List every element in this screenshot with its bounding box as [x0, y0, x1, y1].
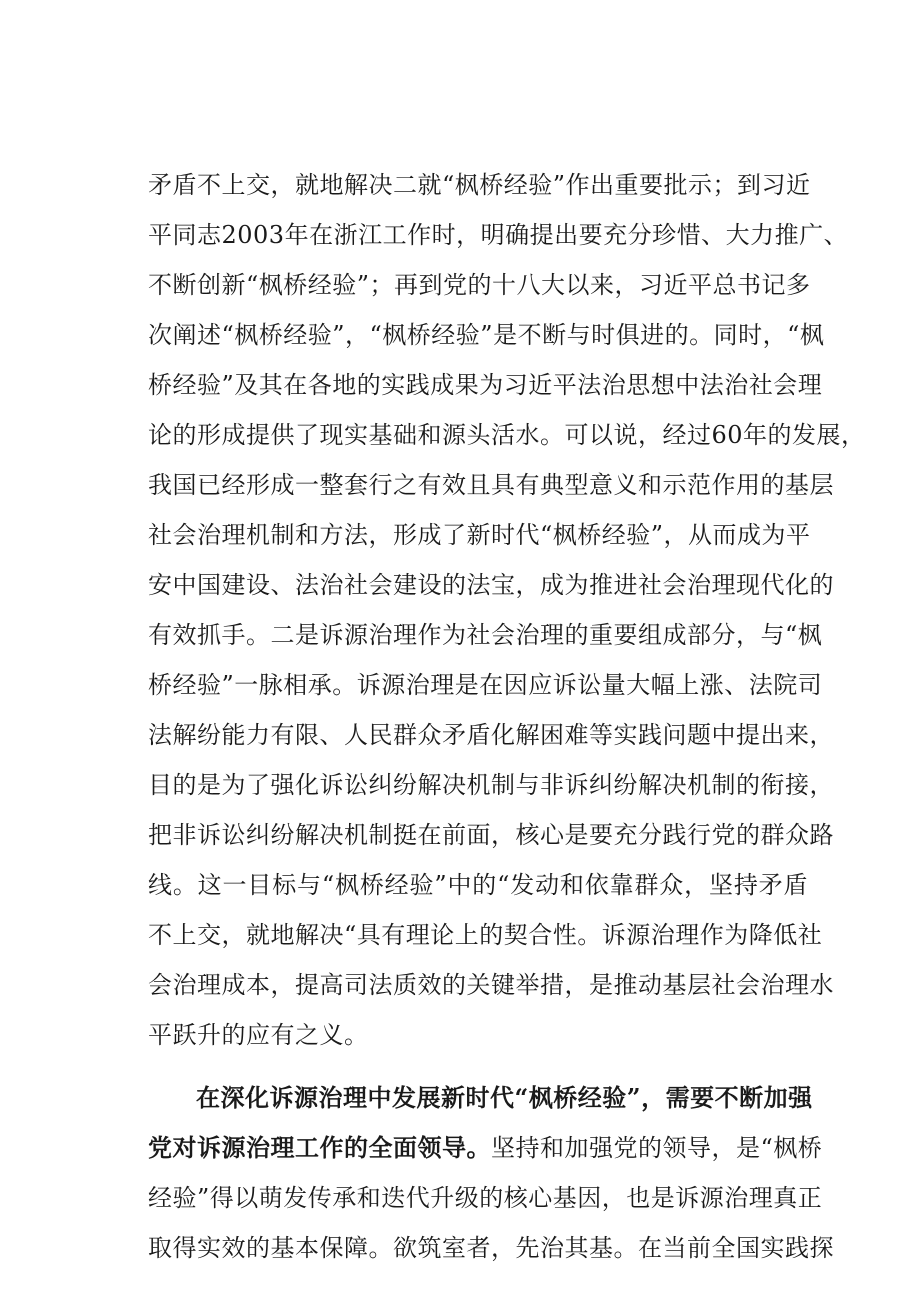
bold-heading-line: 在深化诉源治理中发展新时代“枫桥经验”，需要不断加强 [196, 1083, 813, 1112]
text-line: 会治理成本，提高司法质效的关键举措，是推动基层社会治理水 [148, 971, 834, 999]
text-line: 桥经验”一脉相承。诉源治理是在因应诉讼量大幅上涨、法院司 [148, 671, 823, 699]
text-line: 桥经验”及其在各地的实践成果为习近平法治思想中法治社会理 [148, 371, 823, 399]
text-line: 平同志2003年在浙江工作时，明确提出要充分珍惜、大力推广、 [148, 221, 849, 249]
text-line: 不断创新“枫桥经验”；再到党的十八大以来，习近平总书记多 [148, 271, 811, 299]
bold-heading-end: 党对诉源治理工作的全面领导。 [148, 1133, 491, 1162]
text-line: 取得实效的基本保障。欲筑室者，先治其基。在当前全国实践探 [148, 1234, 834, 1262]
text-line: 目的是为了强化诉讼纠纷解决机制与非诉纠纷解决机制的衔接， [148, 771, 834, 799]
text-line: 把非诉讼纠纷解决机制挺在前面，核心是要充分践行党的群众路 [148, 821, 834, 849]
text-line: 不上交，就地解决“具有理论上的契合性。诉源治理作为降低社 [148, 921, 823, 949]
text-line: 社会治理机制和方法，形成了新时代“枫桥经验”，从而成为平 [148, 521, 811, 549]
text-run: 坚持和加强党的领导，是“枫桥 [491, 1134, 823, 1162]
text-line: 法解纷能力有限、人民群众矛盾化解困难等实践问题中提出来， [148, 721, 834, 749]
text-line: 平跃升的应有之义。 [148, 1021, 369, 1049]
text-line: 论的形成提供了现实基础和源头活水。可以说，经过60年的发展， [148, 421, 866, 449]
text-line: 次阐述“枫桥经验”，“枫桥经验”是不断与时俱进的。同时，“枫 [148, 321, 825, 349]
paragraph-2 [148, 1073, 834, 1273]
text-line: 矛盾不上交，就地解决二就“枫桥经验”作出重要批示；到习近 [148, 171, 811, 199]
document-body [148, 160, 866, 1273]
mixed-line [148, 1123, 823, 1173]
text-line: 经验”得以萌发传承和迭代升级的核心基因，也是诉源治理真正 [148, 1184, 823, 1212]
text-line: 安中国建设、法治社会建设的法宝，成为推进社会治理现代化的 [148, 571, 834, 599]
paragraph-spacer [148, 1060, 808, 1073]
text-line: 线。这一目标与“枫桥经验”中的“发动和依靠群众，坚持矛盾 [148, 871, 808, 899]
text-line: 我国已经形成一整套行之有效且具有典型意义和示范作用的基层 [148, 471, 834, 499]
paragraph-1 [148, 160, 866, 1060]
text-line: 有效抓手。二是诉源治理作为社会治理的重要组成部分，与“枫 [148, 621, 823, 649]
